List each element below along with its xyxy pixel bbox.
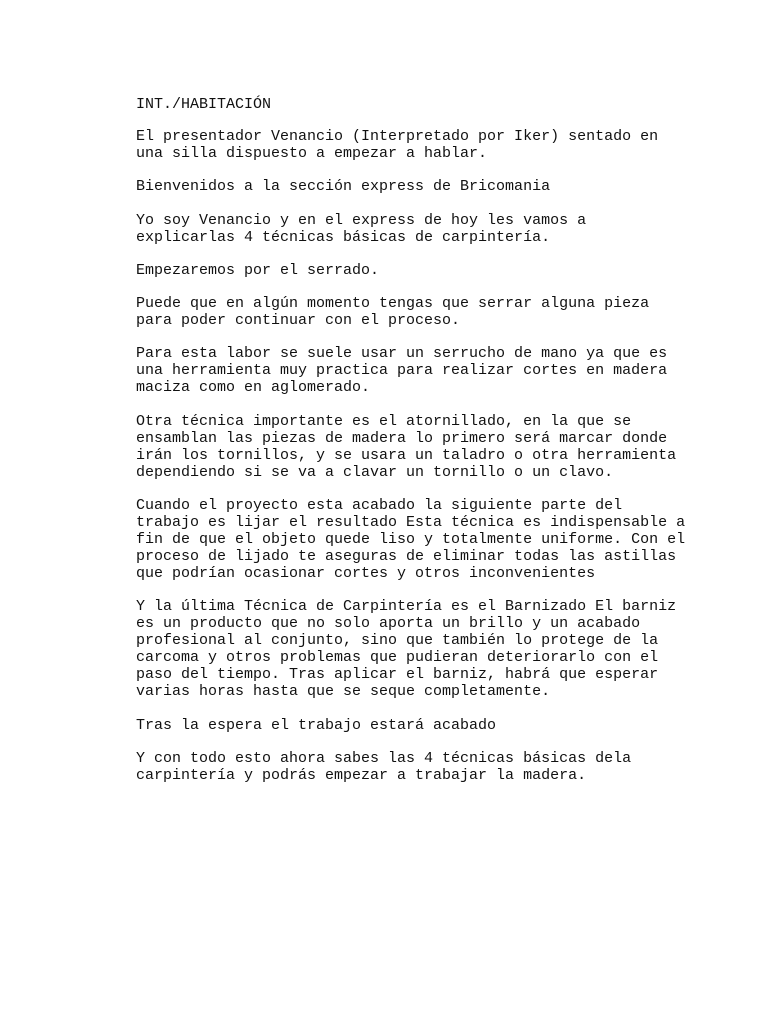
paragraph-finished bbox=[136, 717, 736, 734]
paragraph-line: Empezaremos por el serrado. bbox=[136, 261, 380, 279]
paragraph-line: paso del tiempo. Tras aplicar el barniz, habrá que esperar bbox=[136, 666, 659, 684]
paragraph-line: ensamblan las piezas de madera lo primero será marcar donde bbox=[136, 429, 668, 447]
paragraph-line: profesional al conjunto, sino que también lo protege de la bbox=[136, 632, 659, 650]
paragraph-intro-action bbox=[136, 128, 736, 162]
paragraph-screwing bbox=[136, 413, 736, 481]
paragraph-closing bbox=[136, 750, 736, 784]
paragraph-line: carpintería y podrás empezar a trabajar la madera. bbox=[136, 766, 587, 784]
paragraph-line: fin de que el objeto quede liso y totalmente uniforme. Con el bbox=[136, 531, 686, 549]
paragraph-line: Y la última Técnica de Carpintería es el Barnizado El barniz bbox=[136, 598, 677, 616]
paragraph-line: que podrían ocasionar cortes y otros inconvenientes bbox=[136, 565, 596, 583]
paragraph-line: Puede que en algún momento tengas que serrar alguna pieza bbox=[136, 295, 650, 313]
paragraph-line: Cuando el proyecto esta acabado la siguiente parte del bbox=[136, 497, 623, 515]
paragraph-welcome bbox=[136, 178, 736, 195]
scene-heading bbox=[136, 96, 736, 113]
paragraph-line: varias horas hasta que se seque completamente. bbox=[136, 683, 551, 701]
paragraph-sawing-tool bbox=[136, 345, 736, 396]
paragraph-varnishing bbox=[136, 598, 736, 700]
paragraph-sanding bbox=[136, 497, 736, 582]
paragraph-line: proceso de lijado te aseguras de eliminar todas las astillas bbox=[136, 548, 677, 566]
paragraph-line: Para esta labor se suele usar un serrucho de mano ya que es bbox=[136, 345, 668, 363]
paragraph-line: irán los tornillos, y se usara un taladro o otra herramienta bbox=[136, 446, 677, 464]
scene-heading-text: INT./HABITACIÓN bbox=[136, 96, 272, 113]
paragraph-line: maciza como en aglomerado. bbox=[136, 379, 371, 397]
paragraph-sawing-start bbox=[136, 262, 736, 279]
paragraph-line: trabajo es lijar el resultado Esta técnica es indispensable a bbox=[136, 514, 686, 532]
paragraph-line: Otra técnica importante es el atornillado, en la que se bbox=[136, 412, 632, 430]
paragraph-line: es un producto que no solo aporta un brillo y un acabado bbox=[136, 615, 641, 633]
paragraph-line: Yo soy Venancio y en el express de hoy les vamos a bbox=[136, 211, 587, 229]
paragraph-sawing-need bbox=[136, 295, 736, 329]
paragraph-presenter-intro bbox=[136, 212, 736, 246]
paragraph-line: carcoma y otros problemas que pudieran deteriorarlo con el bbox=[136, 649, 659, 667]
paragraph-line: Bienvenidos a la sección express de Bricomania bbox=[136, 178, 551, 196]
paragraph-line: dependiendo si se va a clavar un tornillo o un clavo. bbox=[136, 463, 614, 481]
paragraph-line: Y con todo esto ahora sabes las 4 técnicas básicas dela bbox=[136, 749, 632, 767]
paragraph-line: para poder continuar con el proceso. bbox=[136, 312, 461, 330]
paragraph-line: una silla dispuesto a empezar a hablar. bbox=[136, 145, 488, 162]
paragraph-line: explicarlas 4 técnicas básicas de carpintería. bbox=[136, 228, 551, 246]
paragraph-line: Tras la espera el trabajo estará acabado bbox=[136, 716, 497, 734]
script-body bbox=[136, 96, 736, 800]
paragraph-line: una herramienta muy practica para realizar cortes en madera bbox=[136, 362, 668, 380]
paragraph-line: El presentador Venancio (Interpretado por Iker) sentado en bbox=[136, 128, 659, 145]
